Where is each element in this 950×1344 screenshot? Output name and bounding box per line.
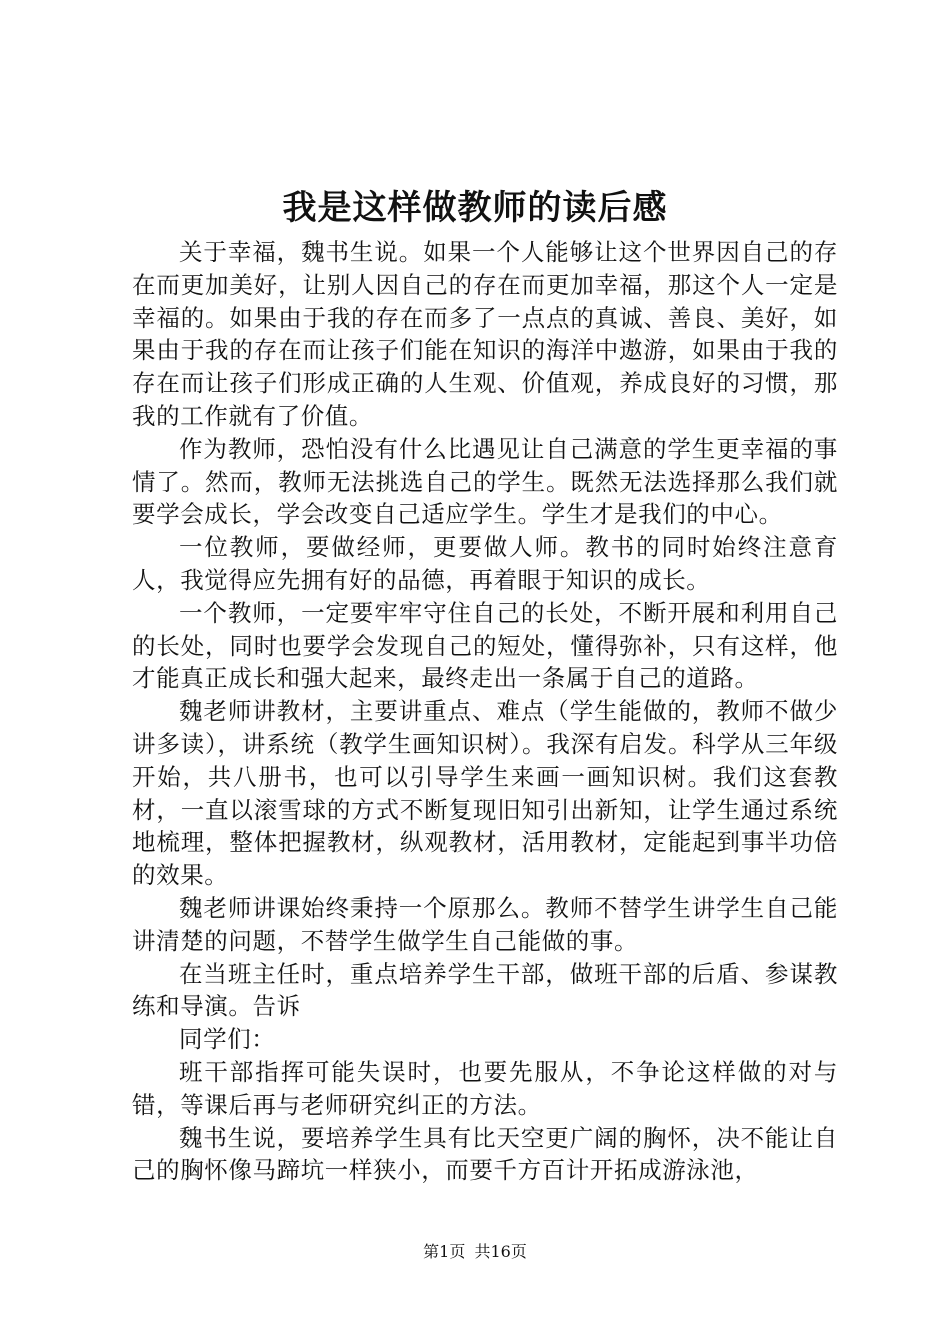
paragraph: 魏老师讲课始终秉持一个原那么。教师不替学生讲学生自己能讲清楚的问题，不替学生做学生自己能做的事。 xyxy=(132,893,838,955)
page-number: 第1页 xyxy=(423,1242,466,1261)
page-total: 共16页 xyxy=(474,1242,527,1261)
paragraph: 在当班主任时，重点培养学生干部，做班干部的后盾、参谋教练和导演。告诉 xyxy=(132,959,838,1021)
paragraph: 魏老师讲教材，主要讲重点、难点（学生能做的，教师不做少讲多读），讲系统（教学生画知识树）。我深有启发。科学从三年级开始，共八册书，也可以引导学生来画一画知识树。我们这套教材，一直以滚雪球的方式不断复现旧知引出新知，让学生通过系统地梳理，整体把握教材，纵观教材，活用教材，定能起到事半功倍的效果。 xyxy=(132,697,838,890)
paragraph: 一位教师，要做经师，更要做人师。教书的同时始终注意育人，我觉得应先拥有好的品德，再着眼于知识的成长。 xyxy=(132,533,838,594)
page-footer xyxy=(0,1241,950,1263)
paragraph: 关于幸福，魏书生说。如果一个人能够让这个世界因自己的存在而更加美好，让别人因自己的存在而更加幸福，那这个人一定是幸福的。如果由于我的存在而多了一点点的真诚、善良、美好，如果由于我的存在而让孩子们能在知识的海洋中遨游，如果由于我的存在而让孩子们形成正确的人生观、价值观，养成良好的习惯，那我的工作就有了价值。 xyxy=(132,238,838,430)
paragraph: 班干部指挥可能失误时，也要先服从，不争论这样做的对与错，等课后再与老师研究纠正的方法。 xyxy=(132,1057,838,1119)
paragraph: 一个教师，一定要牢牢守住自己的长处，不断开展和利用自己的长处，同时也要学会发现自己的短处，懂得弥补，只有这样，他才能真正成长和强大起来，最终走出一条属于自己的道路。 xyxy=(132,598,838,693)
page-title: 我是这样做教师的读后感 xyxy=(282,188,668,228)
paragraph: 同学们： xyxy=(179,1025,276,1054)
paragraph: 魏书生说，要培养学生具有比天空更广阔的胸怀，决不能让自己的胸怀像马蹄坑一样狭小，而要千方百计开拓成游泳池， xyxy=(132,1123,838,1185)
paragraph: 作为教师，恐怕没有什么比遇见让自己满意的学生更幸福的事情了。然而，教师无法挑选自己的学生。既然无法选择那么我们就要学会成长，学会改变自己适应学生。学生才是我们的中心。 xyxy=(132,434,838,529)
document-body xyxy=(132,236,838,1187)
